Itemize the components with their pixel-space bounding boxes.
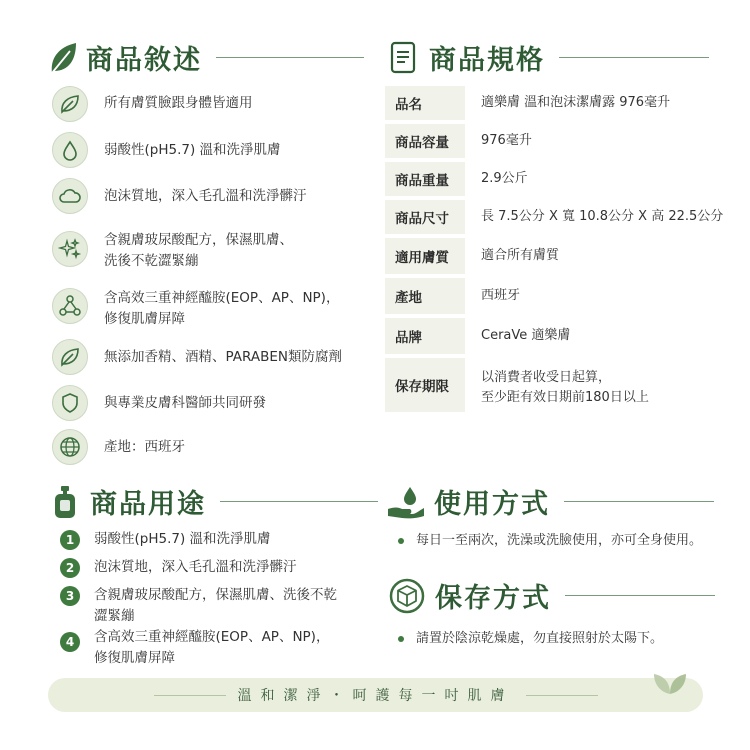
footer-banner xyxy=(48,678,703,712)
feature-text-7: 與專業皮膚科醫師共同研發 xyxy=(104,395,266,411)
feature-icon-7 xyxy=(52,385,88,421)
feature-text-4: 含親膚玻尿酸配方，保濕肌膚、 洗後不乾澀緊繃 xyxy=(104,232,293,269)
usage-section-header xyxy=(52,482,378,521)
usage-number-badge: 4 xyxy=(60,632,80,652)
usage-number-badge: 3 xyxy=(60,586,80,606)
feature-icon-1 xyxy=(52,86,88,122)
feature-icon-2 xyxy=(52,132,88,168)
spec-label-origin: 產地 xyxy=(385,278,465,314)
feature-icon-5 xyxy=(52,288,88,324)
spec-value-weight: 2.9公斤 xyxy=(481,171,528,186)
sparkle-icon xyxy=(58,237,82,261)
spec-label-name: 品名 xyxy=(385,86,465,120)
bullet-dot xyxy=(398,636,404,642)
leaf-icon xyxy=(59,93,81,115)
bottle-icon xyxy=(52,485,78,519)
specs-title: 商品規格 xyxy=(429,45,545,76)
leaf-icon xyxy=(48,41,78,75)
spec-value-shelf-life: 以消費者收受日起算， 至少距有效日期前180日以上 xyxy=(481,370,649,405)
spec-value-size: 長 7.5公分 X 寬 10.8公分 X 高 22.5公分 xyxy=(481,209,724,224)
storage-text: 請置於陰涼乾燥處，勿直接照射於太陽下。 xyxy=(416,631,664,646)
how-to-use-section-header xyxy=(386,482,714,521)
usage-item-text-2: 泡沫質地，深入毛孔溫和洗淨髒汙 xyxy=(94,559,297,575)
feature-text-2: 弱酸性(pH5.7) 溫和洗淨肌膚 xyxy=(104,142,281,158)
feature-text-3: 泡沫質地，深入毛孔溫和洗淨髒汙 xyxy=(104,188,307,204)
feature-text-8: 產地：西班牙 xyxy=(104,439,185,455)
storage-section-header xyxy=(389,576,715,615)
usage-number-badge: 1 xyxy=(60,530,80,550)
title-divider xyxy=(564,501,714,502)
spec-value-origin: 西班牙 xyxy=(481,288,521,303)
molecule-icon xyxy=(58,294,82,318)
footer-slogan: 溫和潔淨・呵護每一吋肌膚 xyxy=(237,688,514,704)
leaves-icon xyxy=(650,668,690,696)
feature-icon-3 xyxy=(52,178,88,214)
feature-text-6: 無添加香精、酒精、PARABEN類防腐劑 xyxy=(104,349,342,365)
feature-icon-6 xyxy=(52,339,88,375)
box-icon xyxy=(389,578,425,614)
title-divider xyxy=(565,595,715,596)
description-section-header xyxy=(48,38,364,77)
feature-text-1: 所有膚質臉跟身體皆適用 xyxy=(104,95,253,111)
title-divider xyxy=(559,57,709,58)
usage-number-badge: 2 xyxy=(60,558,80,578)
usage-item-text-3: 含親膚玻尿酸配方，保濕肌膚、洗後不乾 澀緊繃 xyxy=(94,587,337,624)
feature-icon-4 xyxy=(52,231,88,267)
cloud-icon xyxy=(58,185,82,207)
footer-divider-left xyxy=(154,695,226,696)
title-divider xyxy=(220,501,378,502)
spec-label-brand: 品牌 xyxy=(385,318,465,354)
storage-title: 保存方式 xyxy=(435,583,551,614)
spec-label-weight: 商品重量 xyxy=(385,162,465,196)
specs-section-header xyxy=(389,38,709,77)
description-title: 商品敘述 xyxy=(86,45,202,76)
spec-label-skin-type: 適用膚質 xyxy=(385,238,465,274)
spec-value-volume: 976毫升 xyxy=(481,133,532,148)
bullet-dot xyxy=(398,538,404,544)
spec-label-volume: 商品容量 xyxy=(385,124,465,158)
how-to-use-title: 使用方式 xyxy=(434,489,550,520)
spec-label-shelf-life: 保存期限 xyxy=(385,358,465,412)
spec-value-brand: CeraVe 適樂膚 xyxy=(481,328,571,343)
usage-item-text-1: 弱酸性(pH5.7) 溫和洗淨肌膚 xyxy=(94,531,271,547)
spec-value-skin-type: 適合所有膚質 xyxy=(481,248,560,263)
title-divider xyxy=(216,57,364,58)
globe-icon xyxy=(58,435,82,459)
usage-item-text-4: 含高效三重神經醯胺(EOP、AP、NP)， 修復肌膚屏障 xyxy=(94,629,330,666)
document-icon xyxy=(389,41,419,75)
footer-divider-right xyxy=(526,695,598,696)
water-drop-icon xyxy=(59,139,81,161)
spec-label-size: 商品尺寸 xyxy=(385,200,465,234)
shield-icon xyxy=(59,392,81,414)
usage-title: 商品用途 xyxy=(90,489,206,520)
leaf-icon xyxy=(59,346,81,368)
feature-icon-8 xyxy=(52,429,88,465)
hand-drop-icon xyxy=(386,485,426,519)
spec-value-name: 適樂膚 溫和泡沫潔膚露 976毫升 xyxy=(481,95,671,110)
feature-text-5: 含高效三重神經醯胺(EOP、AP、NP)， 修復肌膚屏障 xyxy=(104,290,340,327)
how-to-use-text: 每日一至兩次，洗澡或洗臉使用，亦可全身使用。 xyxy=(416,533,703,548)
